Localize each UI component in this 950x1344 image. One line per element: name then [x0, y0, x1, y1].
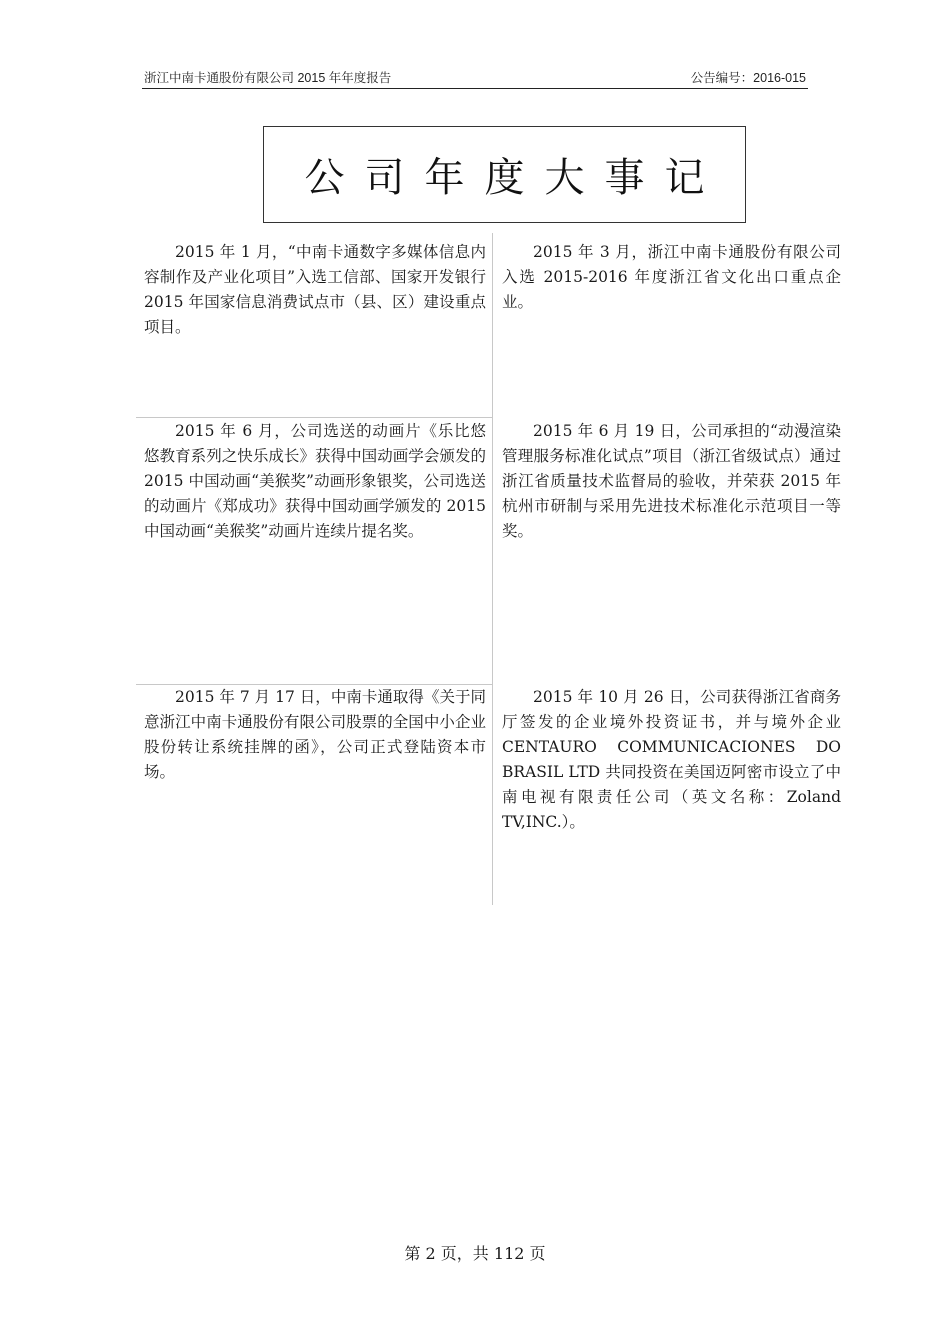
event-cell — [502, 240, 841, 315]
event-cell — [502, 419, 841, 544]
event-text: 2015 年 10 月 26 日，公司获得浙江省商务厅签发的企业境外投资证书，并与境外企业 CENTAURO COMMUNICACIONES DO BRASIL LTD 共同投资在美国迈阿密市设立了中南电视有限责任公司（英文名称：Zoland TV,INC.）。 — [502, 688, 841, 831]
event-cell — [144, 240, 486, 340]
event-cell — [144, 685, 486, 785]
column-divider — [492, 233, 493, 905]
page-number-footer: 第 2 页，共 112 页 — [404, 1244, 546, 1263]
page-header — [142, 66, 808, 89]
event-cell — [144, 419, 486, 544]
event-text: 2015 年 1 月，“中南卡通数字多媒体信息内容制作及产业化项目”入选工信部、国家开发银行 2015 年国家信息消费试点市（县、区）建设重点项目。 — [144, 243, 486, 336]
event-text: 2015 年 7 月 17 日，中南卡通取得《关于同意浙江中南卡通股份有限公司股票的全国中小企业股份转让系统挂牌的函》，公司正式登陆资本市场。 — [144, 688, 486, 781]
row-divider — [136, 417, 492, 418]
page-title: 公司年度大事记 — [304, 155, 725, 201]
event-text: 2015 年 3 月，浙江中南卡通股份有限公司入选 2015-2016 年度浙江省文化出口重点企业。 — [502, 243, 841, 311]
header-report-title: 浙江中南卡通股份有限公司 2015 年年度报告 — [144, 71, 392, 85]
event-text: 2015 年 6 月，公司选送的动画片《乐比悠悠教育系列之快乐成长》获得中国动画学会颁发的 2015 中国动画“美猴奖”动画形象银奖，公司选送的动画片《郑成功》获得中国动画学颁发的 2015 中国动画“美猴奖”动画片连续片提名奖。 — [144, 422, 486, 540]
title-box — [263, 126, 746, 223]
event-text: 2015 年 6 月 19 日，公司承担的“动漫渲染管理服务标准化试点”项目（浙江省级试点）通过浙江省质量技术监督局的验收，并荣获 2015 年杭州市研制与采用先进技术标准化示范项目一等奖。 — [502, 422, 841, 540]
event-cell — [502, 685, 841, 835]
header-announcement-number: 公告编号：2016-015 — [690, 71, 806, 85]
